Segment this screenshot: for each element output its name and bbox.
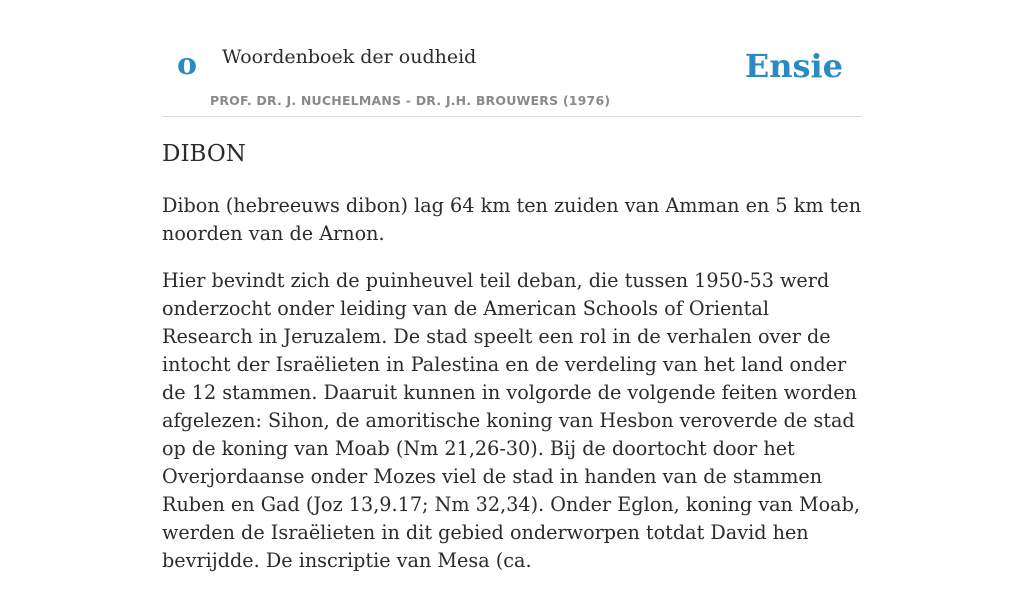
site-header [162,0,862,117]
book-authors: PROF. DR. J. NUCHELMANS - DR. J.H. BROUWERS (1976) [210,93,611,108]
page-container [162,0,862,572]
entry-title: DIBON [162,141,246,167]
entry-paragraph: Hier bevindt zich de puinheuvel teil deban, die tussen 1950-53 werd onderzocht onder leiding van de American Schools of Oriental Research in Jeruzalem. De stad speelt een rol in de verhalen over de intocht der Israëlieten in Palestina en de verdeling van het land onder de 12 stammen. Daaruit kunnen in volgorde de volgende feiten worden afgelezen: Sihon, de amoritische koning van Hesbon veroverde de stad op de koning van Moab (Nm 21,26-30). Bij de doortocht door het Overjordaanse onder Mozes viel de stad in handen van de stammen Ruben en Gad (Joz 13,9.17; Nm 32,34). Onder Eglon, koning van Moab, werden de Israëlieten in dit gebied onderworpen totdat David hen bevrijdde. De inscriptie van Mesa (ca. [162,269,860,572]
ensie-logo[interactable]: Ensie [744,47,843,85]
book-logo-icon[interactable]: o [177,47,198,82]
entry-body [162,192,862,594]
book-title-link[interactable]: Woordenboek der oudheid [222,46,477,68]
entry-paragraph: Dibon (hebreeuws dibon) lag 64 km ten zuiden van Amman en 5 km ten noorden van de Arnon. [162,194,862,245]
